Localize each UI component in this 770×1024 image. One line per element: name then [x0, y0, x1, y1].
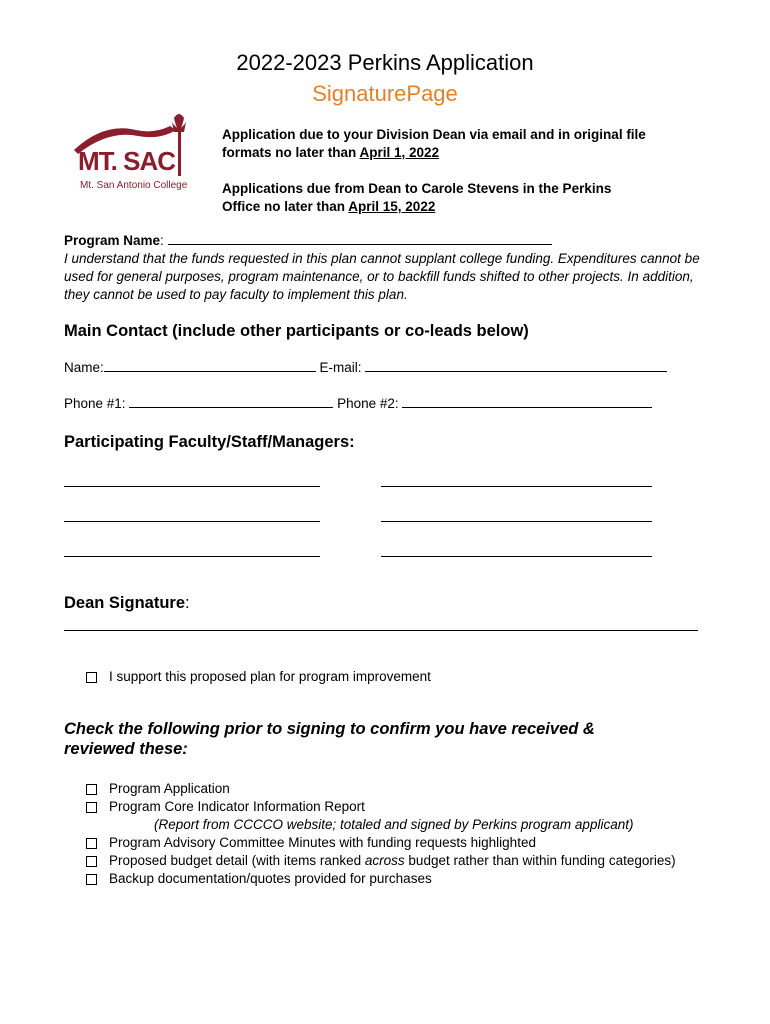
name-field[interactable] [104, 371, 316, 372]
participant-field-6[interactable] [381, 556, 652, 557]
checklist-item-label: budget rather than within funding categories) [404, 853, 676, 868]
deadline-date: April 15, 2022 [348, 199, 436, 214]
colon: : [185, 594, 190, 612]
notice-line [222, 144, 702, 162]
support-checkbox[interactable] [86, 672, 97, 683]
dean-signature-field[interactable] [64, 630, 698, 631]
contact-row-1 [64, 360, 667, 375]
dean-deadline-notice [222, 126, 702, 162]
phone2-label: Phone #2: [333, 396, 403, 411]
participants-heading: Participating Faculty/Staff/Managers: [64, 433, 355, 451]
phone1-field[interactable] [129, 407, 333, 408]
logo-tagline: Mt. San Antonio College [80, 180, 188, 191]
checklist-item-label: Program Core Indicator Information Report [109, 799, 365, 814]
notice-text: formats no later than [222, 145, 360, 160]
name-label: Name: [64, 360, 104, 375]
checklist-item-label: Proposed budget detail (with items ranked [109, 853, 365, 868]
dean-signature-label: Dean Signature [64, 594, 186, 612]
checkbox[interactable] [86, 856, 97, 867]
document-subtitle: SignaturePage [312, 81, 458, 106]
funding-statement: I understand that the funds requested in this plan cannot supplant college funding. Expenditures cannot be used for general purposes, program maintenance, or to backfill funds shifted to other projects. In addition, they cannot be used to pay faculty to implement this plan. [64, 251, 700, 302]
emphasis-text: across [364, 853, 405, 868]
checklist-item [86, 852, 706, 870]
checklist-heading-line: Check the following prior to signing to confirm you have received & [64, 720, 595, 738]
participant-field-1[interactable] [64, 486, 320, 487]
email-label: E-mail: [315, 360, 366, 375]
logo-name: MT. SAC [78, 146, 175, 176]
program-name-label: Program Name [64, 233, 161, 248]
mt-sac-logo [74, 108, 196, 196]
checkbox[interactable] [86, 802, 97, 813]
program-section [64, 232, 714, 304]
deadline-date: April 1, 2022 [359, 145, 440, 160]
dean-signature-heading [64, 594, 190, 613]
checklist-item-note: (Report from CCCCO website; totaled and signed by Perkins program applicant) [154, 817, 634, 832]
email-field[interactable] [365, 371, 667, 372]
notice-text: Office no later than [222, 199, 349, 214]
perkins-deadline-notice [222, 180, 702, 216]
program-name-field[interactable] [168, 244, 552, 245]
participant-field-3[interactable] [64, 521, 320, 522]
checklist-heading-line: reviewed these: [64, 740, 188, 758]
contact-row-2 [64, 396, 652, 411]
notice-line [222, 198, 702, 216]
notice-line: Applications due from Dean to Carole Stevens in the Perkins [222, 181, 612, 196]
checklist-item-label: Program Advisory Committee Minutes with funding requests highlighted [109, 835, 536, 850]
checkbox[interactable] [86, 784, 97, 795]
participant-field-5[interactable] [64, 556, 320, 557]
checkbox[interactable] [86, 874, 97, 885]
checklist-item [86, 870, 706, 888]
checklist-item [86, 780, 706, 798]
phone1-label: Phone #1: [64, 396, 130, 411]
participant-field-4[interactable] [381, 521, 652, 522]
checklist-item [86, 834, 706, 852]
support-label: I support this proposed plan for program improvement [109, 669, 431, 684]
support-option [86, 668, 706, 686]
main-contact-heading: Main Contact (include other participants or co-leads below) [64, 322, 529, 340]
checklist-item [86, 798, 706, 816]
checklist-item-label: Program Application [109, 781, 230, 796]
checklist-heading [64, 719, 704, 759]
phone2-field[interactable] [402, 407, 652, 408]
participant-field-2[interactable] [381, 486, 652, 487]
checklist-item-label: Backup documentation/quotes provided for purchases [109, 871, 432, 886]
checklist [86, 780, 706, 888]
colon: : [160, 233, 164, 248]
document-title: 2022-2023 Perkins Application [236, 50, 534, 75]
notice-line: Application due to your Division Dean via email and in original file [222, 127, 646, 142]
checkbox[interactable] [86, 838, 97, 849]
